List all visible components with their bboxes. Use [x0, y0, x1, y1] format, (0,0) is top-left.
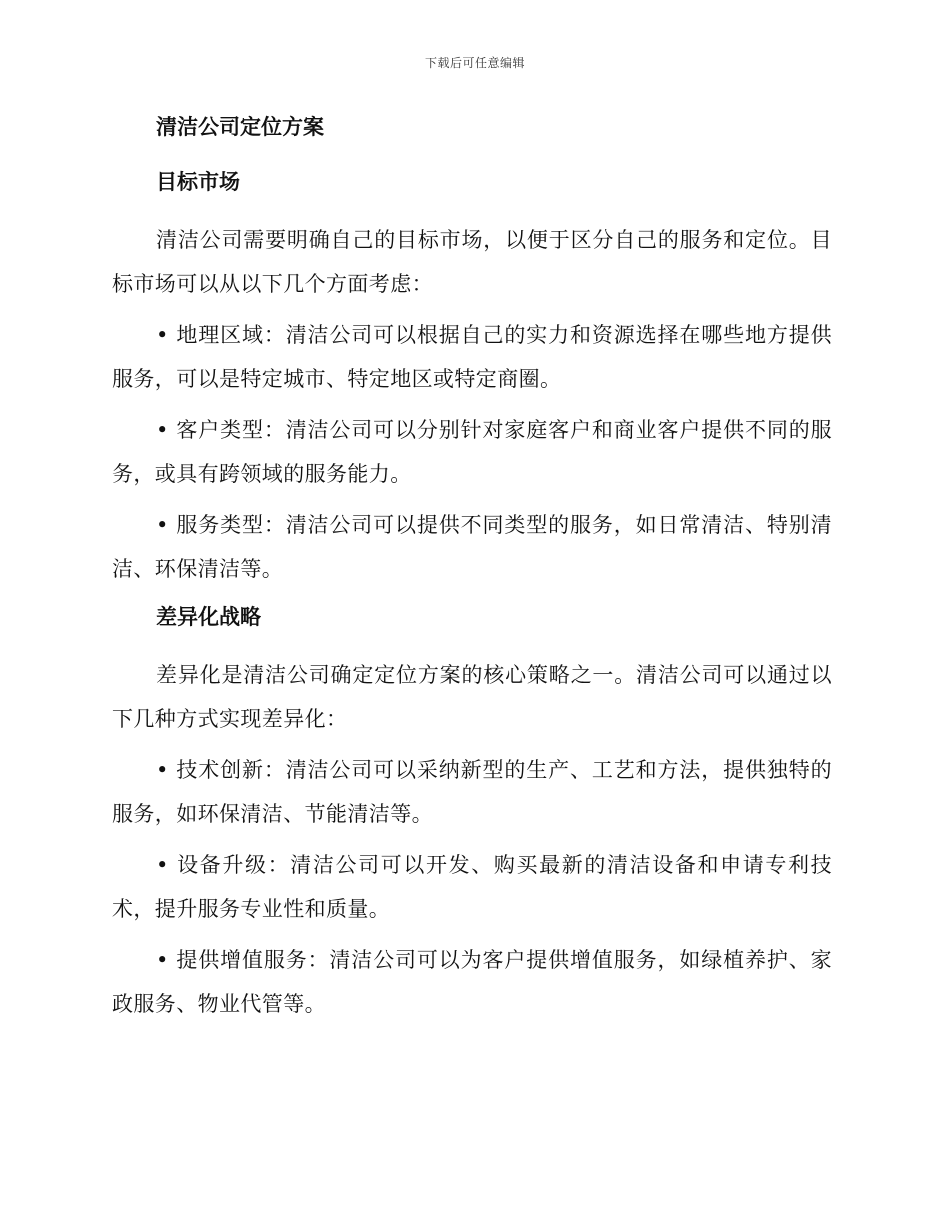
- section-heading-differentiation: 差异化战略: [156, 605, 261, 629]
- bullet-equipment-upgrade: • 设备升级：清洁公司可以开发、购买最新的清洁设备和申请专利技术，提升服务专业性和质量。: [112, 853, 832, 921]
- section-heading-target-market: 目标市场: [156, 170, 240, 194]
- bullet-geographic-area: • 地理区域：清洁公司可以根据自己的实力和资源选择在哪些地方提供服务，可以是特定城市、特定地区或特定商圈。: [112, 323, 832, 391]
- section-intro-differentiation: 差异化是清洁公司确定定位方案的核心策略之一。清洁公司可以通过以下几种方式实现差异化：: [112, 663, 832, 731]
- document-title: 清洁公司定位方案: [156, 115, 324, 139]
- document-body: [112, 108, 832, 1033]
- header-note: 下载后可任意编辑: [424, 56, 525, 70]
- bullet-service-type: • 服务类型：清洁公司可以提供不同类型的服务，如日常清洁、特别清洁、环保清洁等。: [112, 513, 832, 581]
- section-intro-target-market: 清洁公司需要明确自己的目标市场，以便于区分自己的服务和定位。目标市场可以从以下几个方面考虑：: [112, 228, 832, 296]
- bullet-customer-type: • 客户类型：清洁公司可以分别针对家庭客户和商业客户提供不同的服务，或具有跨领域的服务能力。: [112, 418, 832, 486]
- bullet-tech-innovation: • 技术创新：清洁公司可以采纳新型的生产、工艺和方法，提供独特的服务，如环保清洁、节能清洁等。: [112, 758, 832, 826]
- bullet-value-added-services: • 提供增值服务：清洁公司可以为客户提供增值服务，如绿植养护、家政服务、物业代管等。: [112, 948, 832, 1016]
